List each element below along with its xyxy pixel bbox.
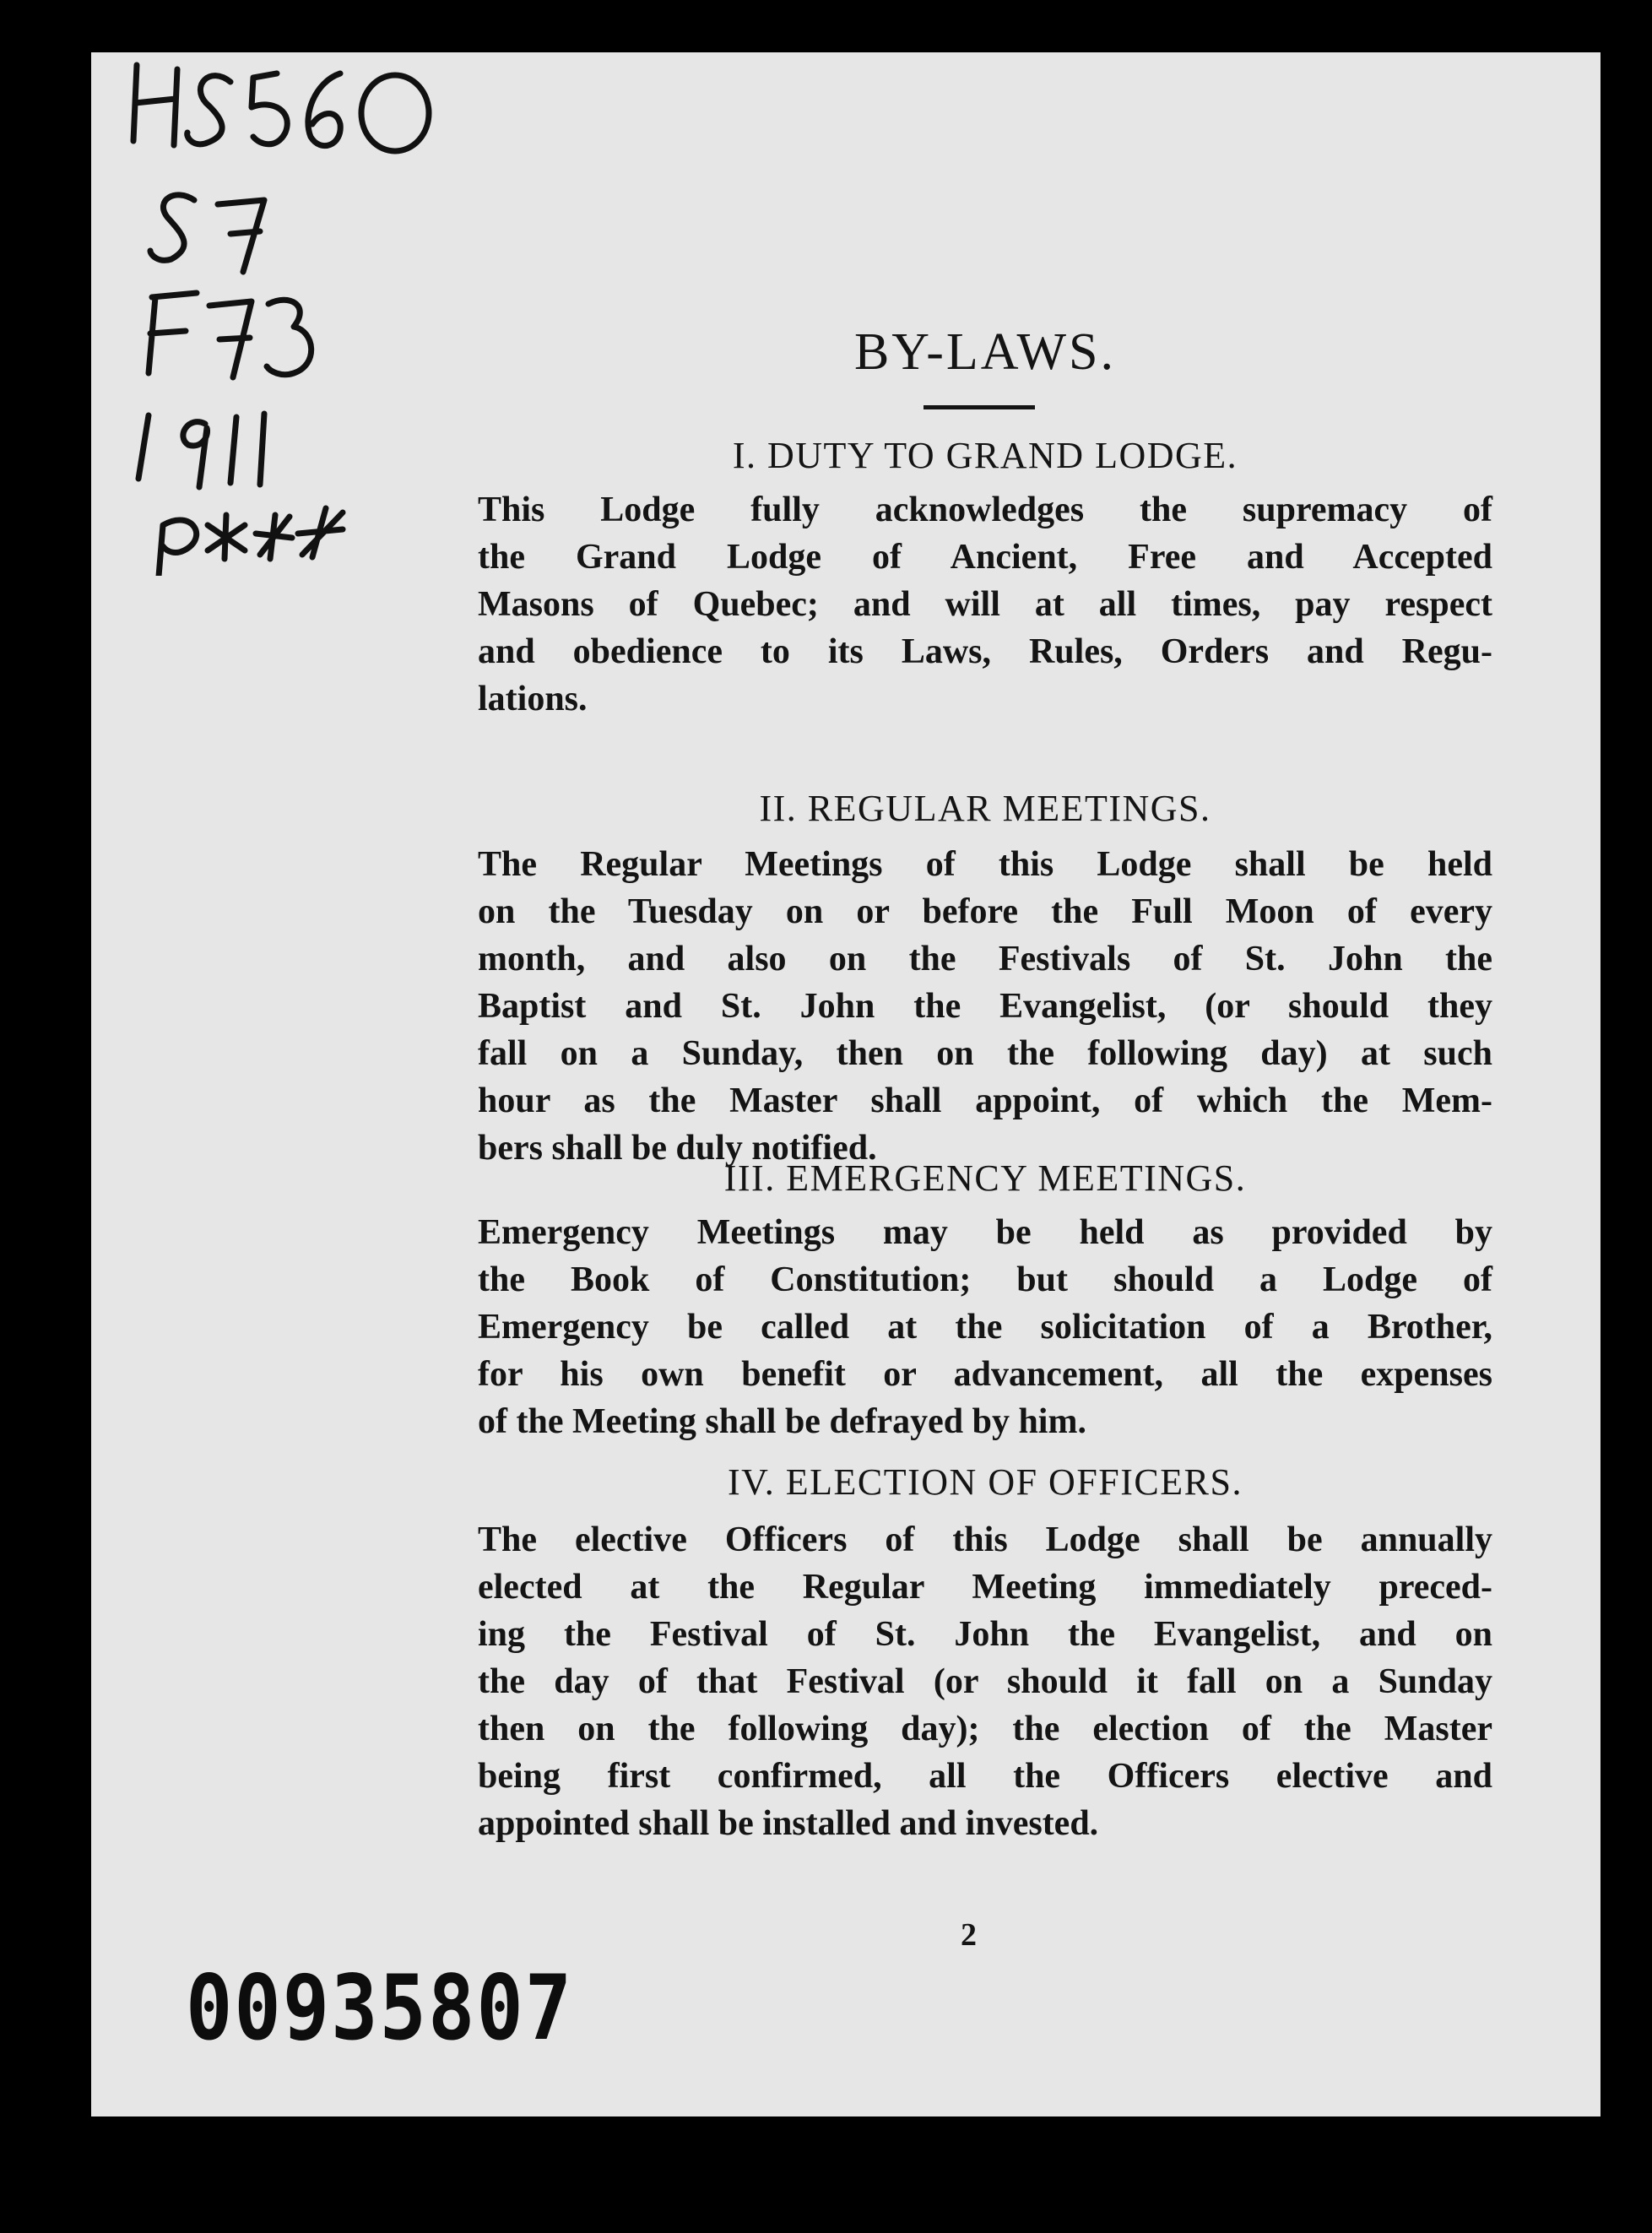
text-line: the Grand Lodge of Ancient, Free and Accepted [478,538,1492,577]
text-line: Masons of Quebec; and will at all times, pay respect [478,585,1492,624]
text-line: bers shall be duly notified. [478,1129,877,1168]
text-line: Baptist and St. John the Evangelist, (or should they [478,987,1492,1026]
accession-number-stamp: 00935807 [186,1956,574,2061]
document-page [91,52,1601,2116]
section-heading-duty: I. DUTY TO GRAND LODGE. [732,435,1238,476]
text-line: appointed shall be installed and invested. [478,1804,1099,1843]
text-line: month, and also on the Festivals of St. John the [478,940,1492,978]
text-line: on the Tuesday on or before the Full Moon of every [478,892,1492,931]
section-heading-regular-meetings: II. REGULAR MEETINGS. [759,788,1211,829]
section-body-duty [478,486,1492,723]
text-line: being first confirmed, all the Officers elective and [478,1757,1492,1796]
page-title: BY-LAWS. [853,323,1117,381]
section-heading-election-of-officers: IV. ELECTION OF OFFICERS. [728,1461,1243,1503]
text-line: the Book of Constitution; but should a Lodge of [478,1260,1492,1299]
text-line: lations. [478,680,588,718]
text-line: Emergency Meetings may be held as provided by [478,1213,1492,1252]
section-heading-emergency-meetings: III. EMERGENCY MEETINGS. [723,1157,1247,1199]
text-line: hour as the Master shall appoint, of which the Mem- [478,1081,1492,1120]
page-number: 2 [961,1917,977,1953]
section-body-election-of-officers [478,1516,1492,1847]
text-line: This Lodge fully acknowledges the supremacy of [478,491,1492,529]
text-line: elected at the Regular Meeting immediately preced- [478,1568,1492,1607]
text-line: then on the following day); the election of the Master [478,1710,1492,1748]
handwritten-call-number [125,52,479,576]
text-line: Emergency be called at the solicitation of a Brother, [478,1308,1492,1347]
title-rule [923,405,1035,409]
text-line: ing the Festival of St. John the Evangelist, and on [478,1615,1492,1654]
text-line: and obedience to its Laws, Rules, Orders and Regu- [478,632,1492,671]
text-line: of the Meeting shall be defrayed by him. [478,1402,1086,1441]
text-line: fall on a Sunday, then on the following day) at such [478,1034,1492,1073]
text-line: the day of that Festival (or should it fall on a Sunday [478,1662,1492,1701]
text-line: The elective Officers of this Lodge shall be annually [478,1520,1492,1559]
section-body-emergency-meetings [478,1209,1492,1445]
section-body-regular-meetings [478,841,1492,1172]
text-line: for his own benefit or advancement, all the expenses [478,1355,1492,1394]
text-line: The Regular Meetings of this Lodge shall be held [478,845,1492,884]
